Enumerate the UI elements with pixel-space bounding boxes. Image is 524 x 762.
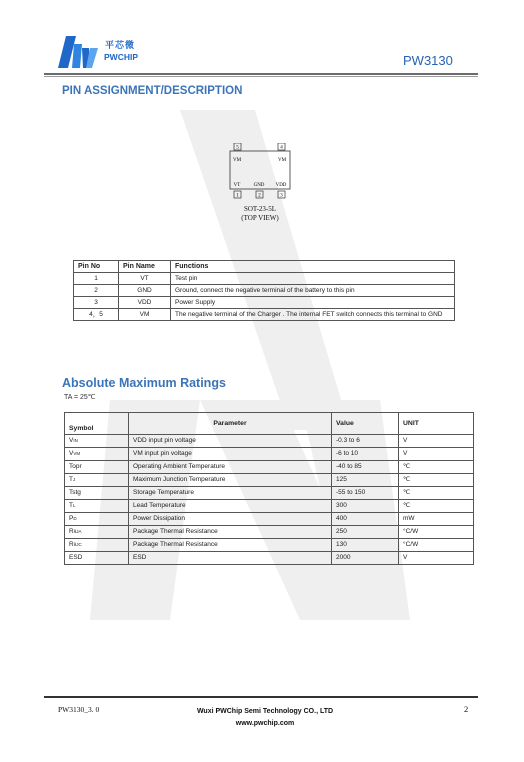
pkg-label-vt: VT [233, 183, 241, 188]
header-functions: Functions [171, 261, 455, 273]
symbol-main: V [69, 437, 74, 444]
symbol-main: Topr [69, 463, 82, 470]
package-name: SOT-23-5L [243, 205, 277, 213]
ambient-temperature-note: TA = 25℃ [64, 394, 96, 401]
unit-cell: °C/W [399, 539, 474, 552]
table-header-row [65, 413, 474, 435]
footer-divider [44, 696, 478, 698]
sot23-5l-package-diagram [228, 143, 292, 203]
symbol-subscript: IN [73, 438, 78, 443]
symbol-main: Tstg [69, 489, 81, 496]
table-row [65, 526, 474, 539]
part-number: PW3130 [403, 53, 453, 68]
table-row [65, 474, 474, 487]
value-cell: 125 [332, 474, 399, 487]
table-row [74, 309, 455, 321]
pkg-pin-1: 1 [236, 193, 239, 199]
symbol-main: P [69, 515, 74, 522]
package-view: (TOP VIEW) [241, 214, 279, 222]
logo-english-text: PWCHIP [104, 52, 138, 62]
website-link[interactable]: www.pwchip.com [235, 720, 295, 727]
parameter-cell: Lead Temperature [129, 500, 332, 513]
pin-section-title: PIN ASSIGNMENT/DESCRIPTION [62, 85, 243, 97]
symbol-subscript: VM [73, 451, 81, 456]
table-row [65, 487, 474, 500]
parameter-cell: Package Thermal Resistance [129, 539, 332, 552]
unit-cell: V [399, 448, 474, 461]
pkg-label-vdd: VDD [275, 183, 287, 188]
symbol-main: T [69, 476, 73, 483]
absolute-max-ratings-table [64, 412, 474, 565]
pin-name: VDD [119, 297, 171, 309]
parameter-cell: VDD input pin voltage [129, 435, 332, 448]
unit-cell: °C/W [399, 526, 474, 539]
symbol-cell [65, 474, 129, 487]
parameter-cell: Maximum Junction Temperature [129, 474, 332, 487]
parameter-cell: ESD [129, 552, 332, 565]
amr-section-title: Absolute Maximum Ratings [62, 376, 226, 390]
parameter-cell: Power Dissipation [129, 513, 332, 526]
pin-function: The negative terminal of the Charger . The internal FET switch connects this terminal to GND [171, 309, 455, 321]
table-row [65, 552, 474, 565]
symbol-main: R [69, 528, 74, 535]
pin-function: Test pin [171, 273, 455, 285]
symbol-cell [65, 435, 129, 448]
pkg-label-vm-left: VM [232, 158, 242, 163]
pin-function: Power Supply [171, 297, 455, 309]
pwchip-logo-icon [56, 34, 102, 70]
symbol-cell [65, 487, 129, 500]
logo-chinese-text: 平芯微 [105, 40, 136, 50]
pin-no: 4，5 [74, 309, 119, 321]
symbol-subscript: θJA [73, 529, 82, 534]
parameter-cell: VM input pin voltage [129, 448, 332, 461]
symbol-cell [65, 513, 129, 526]
pin-no: 2 [74, 285, 119, 297]
symbol-subscript: J [72, 477, 76, 482]
symbol-cell [65, 552, 129, 565]
table-row [65, 448, 474, 461]
unit-cell: ℃ [399, 487, 474, 500]
symbol-cell [65, 500, 129, 513]
unit-cell: ℃ [399, 500, 474, 513]
header-value: Value [332, 413, 399, 435]
value-cell: -0.3 to 6 [332, 435, 399, 448]
company-name: Wuxi PWChip Semi Technology CO., LTD [196, 708, 334, 715]
pkg-label-vm-right: VM [277, 158, 287, 163]
symbol-cell [65, 526, 129, 539]
table-row [65, 539, 474, 552]
parameter-cell: Storage Temperature [129, 487, 332, 500]
value-cell: 400 [332, 513, 399, 526]
value-cell: -55 to 150 [332, 487, 399, 500]
unit-cell: V [399, 435, 474, 448]
pin-name: VM [119, 309, 171, 321]
value-cell: -40 to 85 [332, 461, 399, 474]
table-row [65, 500, 474, 513]
table-row [74, 285, 455, 297]
unit-cell: mW [399, 513, 474, 526]
symbol-cell [65, 448, 129, 461]
pkg-pin-2: 2 [258, 193, 261, 199]
table-header-row [74, 261, 455, 273]
footer-company-info [140, 706, 390, 730]
table-row [65, 513, 474, 526]
unit-cell: V [399, 552, 474, 565]
header-parameter: Parameter [129, 413, 332, 435]
pin-no: 3 [74, 297, 119, 309]
header-pin-name: Pin Name [119, 261, 171, 273]
unit-cell: ℃ [399, 461, 474, 474]
value-cell: -6 to 10 [332, 448, 399, 461]
header-unit: UNIT [399, 413, 474, 435]
pkg-pin-5: 5 [236, 145, 239, 151]
symbol-subscript: L [72, 503, 76, 508]
symbol-cell [65, 461, 129, 474]
package-caption [225, 205, 295, 223]
pkg-pin-3: 3 [280, 193, 283, 199]
value-cell: 130 [332, 539, 399, 552]
symbol-cell [65, 539, 129, 552]
pin-function: Ground, connect the negative terminal of the battery to this pin [171, 285, 455, 297]
table-row [74, 297, 455, 309]
table-row [74, 273, 455, 285]
parameter-cell: Operating Ambient Temperature [129, 461, 332, 474]
symbol-main: R [69, 541, 74, 548]
page-number: 2 [464, 704, 469, 714]
pin-name: VT [119, 273, 171, 285]
pin-no: 1 [74, 273, 119, 285]
symbol-subscript: D [73, 516, 77, 521]
header-symbol: Symbol [65, 413, 129, 435]
parameter-cell: Package Thermal Resistance [129, 526, 332, 539]
symbol-main: V [69, 450, 74, 457]
header-divider [44, 73, 478, 75]
pkg-pin-4: 4 [280, 145, 283, 151]
value-cell: 300 [332, 500, 399, 513]
pin-name: GND [119, 285, 171, 297]
header-pin-no: Pin No [74, 261, 119, 273]
unit-cell: ℃ [399, 474, 474, 487]
table-row [65, 435, 474, 448]
pin-description-table [73, 260, 455, 321]
pkg-label-gnd: GND [253, 183, 265, 188]
value-cell: 250 [332, 526, 399, 539]
value-cell: 2000 [332, 552, 399, 565]
symbol-main: T [69, 502, 73, 509]
document-version: PW3130_3. 0 [58, 705, 100, 714]
symbol-subscript: θJC [73, 542, 82, 547]
table-row [65, 461, 474, 474]
header-divider-thin [44, 76, 478, 77]
symbol-main: ESD [69, 554, 83, 561]
